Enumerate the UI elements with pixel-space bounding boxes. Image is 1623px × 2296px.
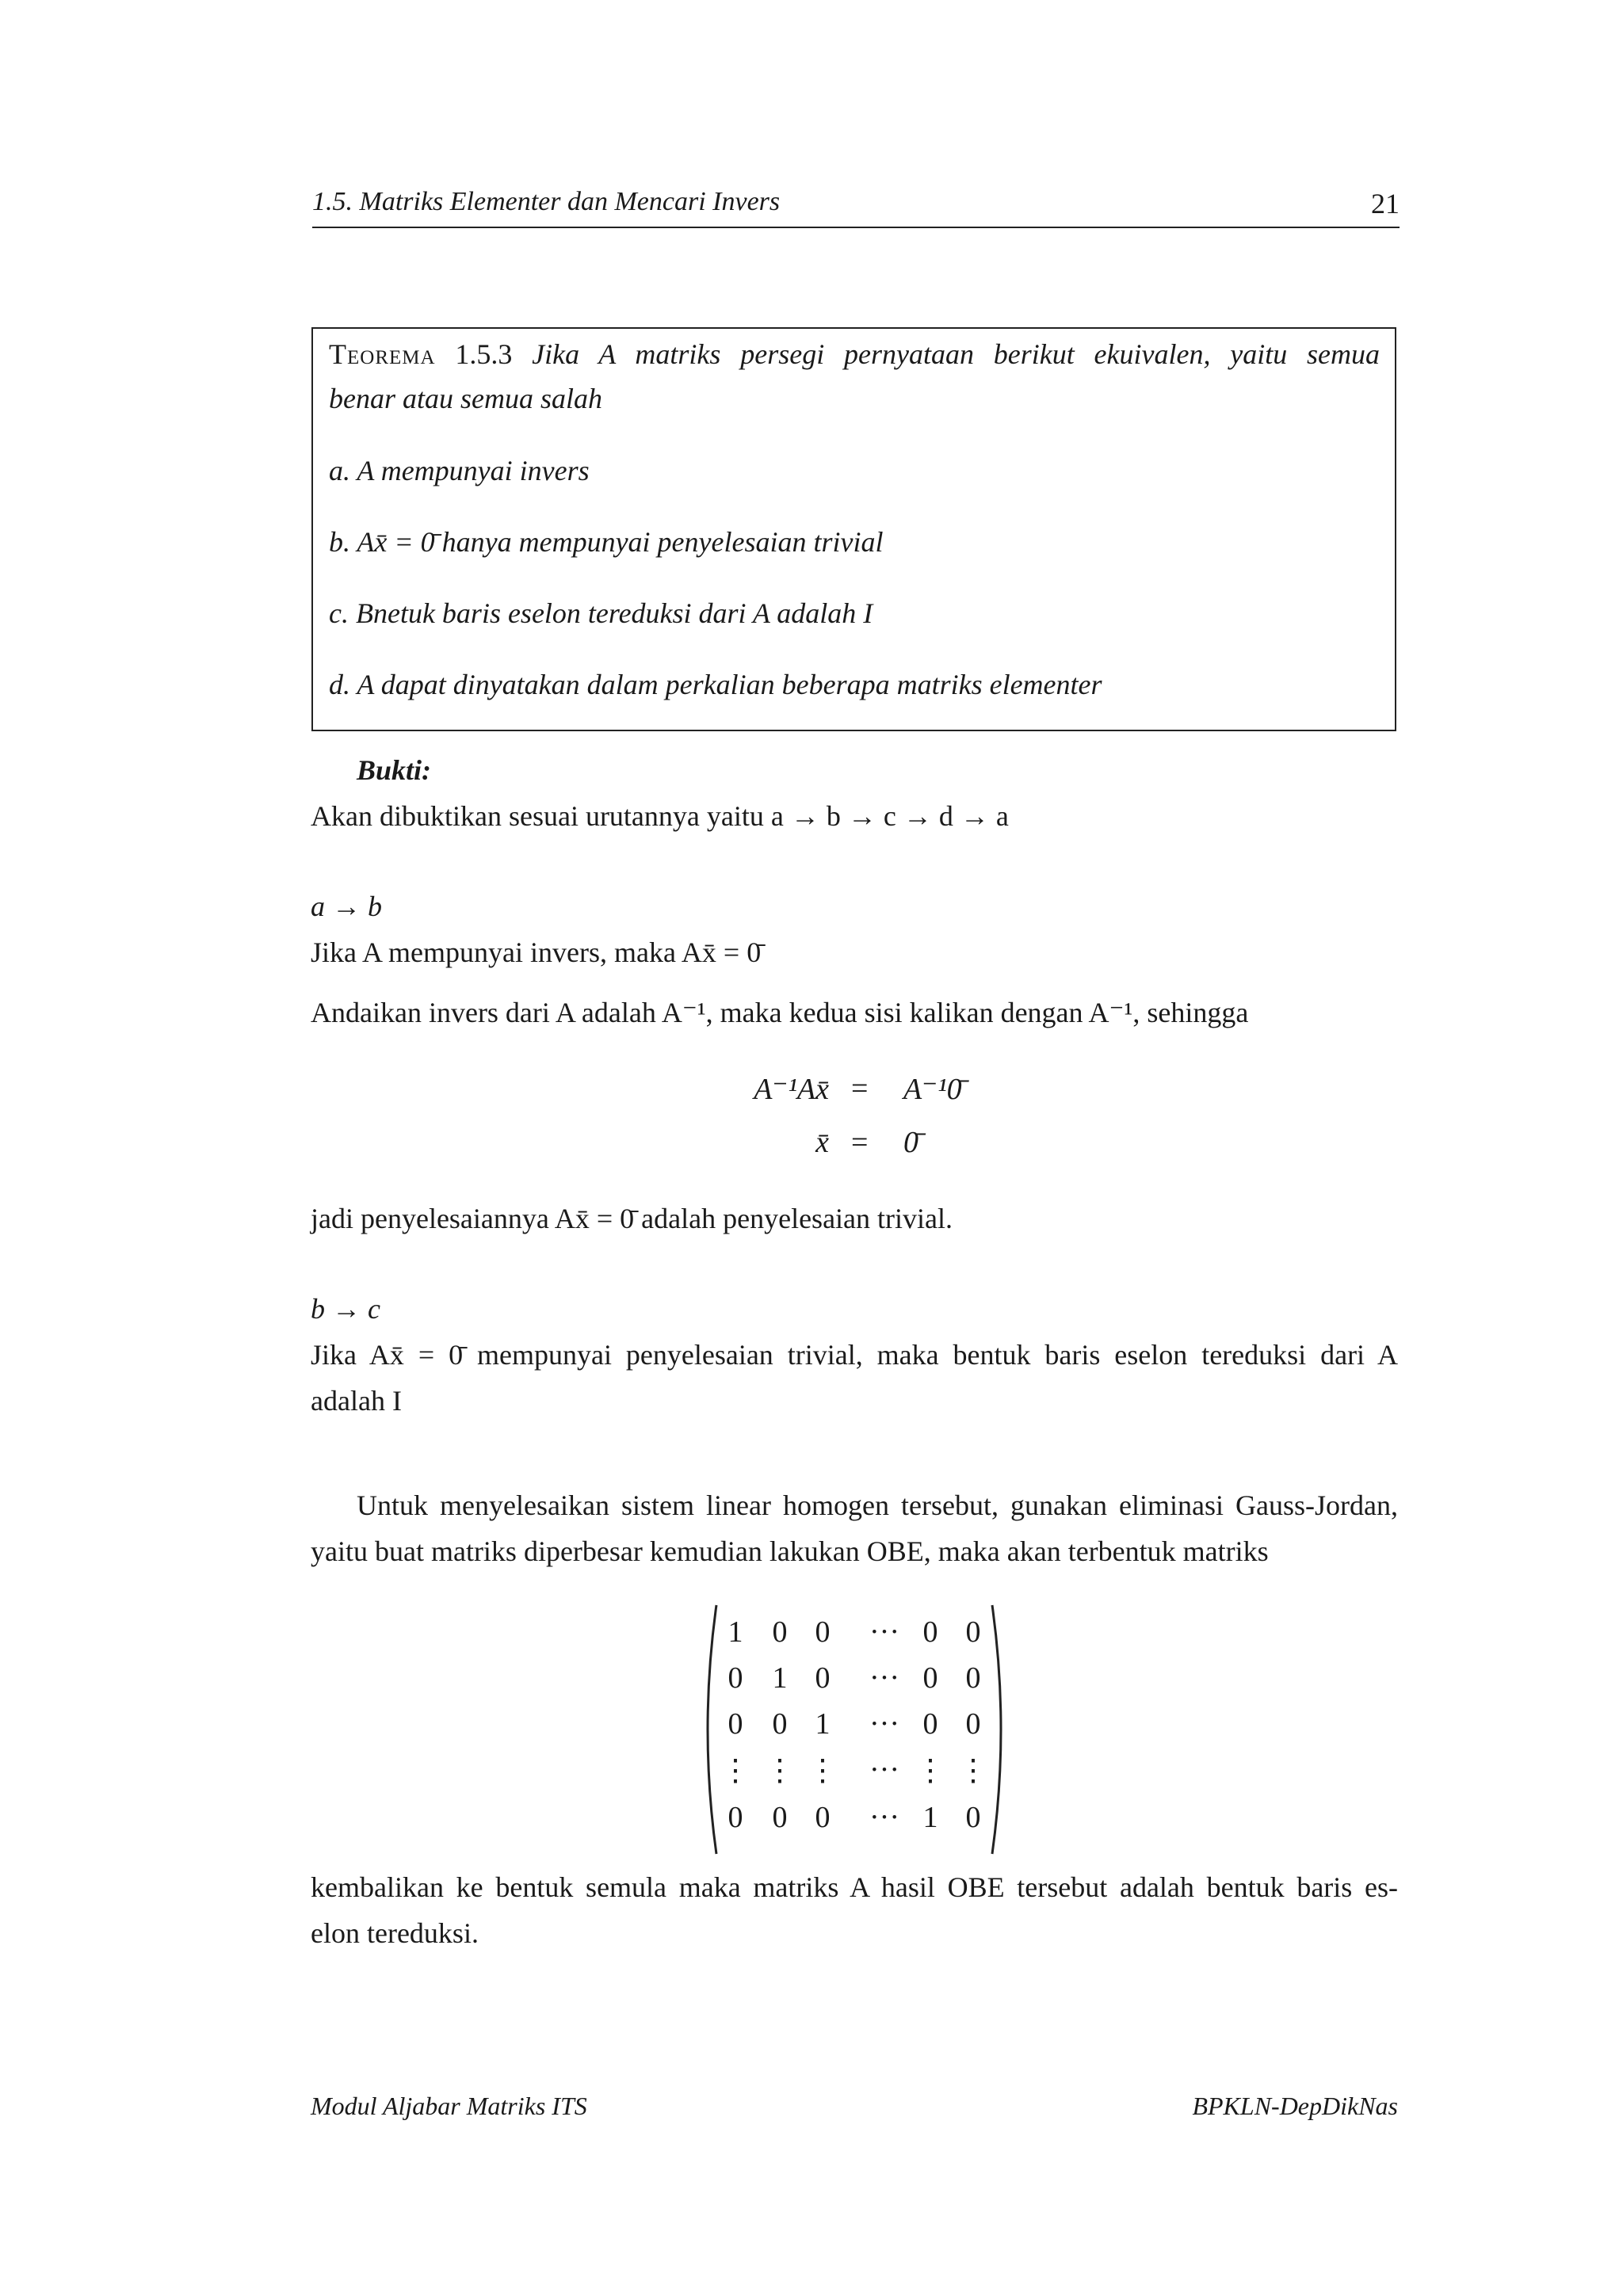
proof-title: Bukti: xyxy=(357,754,432,786)
theorem-number: 1.5.3 xyxy=(455,338,513,370)
theorem-text-line2: benar atau semua salah xyxy=(329,383,602,414)
matrix-cell: 0 xyxy=(922,1707,938,1741)
matrix-cell: 0 xyxy=(965,1707,981,1741)
matrix-cell: 0 xyxy=(965,1615,981,1649)
para2-line1: kembalikan ke bentuk semula maka matriks A hasil OBE tersebut adalah bentuk baris es- xyxy=(311,1871,1398,1903)
footer-right: BPKLN-DepDikNas xyxy=(1192,2092,1398,2120)
matrix-cell: 1 xyxy=(922,1801,938,1834)
eq2-lhs: x̄ xyxy=(815,1126,829,1159)
matrix-cell: 0 xyxy=(815,1615,831,1649)
para1-line2: yaitu buat matriks diperbesar kemudian lakukan OBE, maka akan terbentuk matriks xyxy=(311,1535,1269,1567)
matrix-cell: 1 xyxy=(815,1707,831,1741)
theorem-box xyxy=(311,327,1396,731)
matrix-cell: ··· xyxy=(869,1707,899,1741)
theorem-item-a: a. A mempunyai invers xyxy=(329,455,590,486)
part2-heading: b → c xyxy=(311,1293,380,1325)
matrix-cell: ⋮ xyxy=(958,1754,988,1787)
page-header xyxy=(312,187,1400,228)
matrix-cell: 0 xyxy=(772,1707,788,1741)
eq1-rhs: A⁻¹0̄ xyxy=(903,1073,962,1106)
section-title: 1.5. Matriks Elementer dan Mencari Invers xyxy=(312,187,781,216)
matrix-cell: 0 xyxy=(965,1661,981,1695)
proof-intro: Akan dibuktikan sesuai urutannya yaitu a → b → c → d → a xyxy=(311,800,1009,832)
matrix-cell: 0 xyxy=(815,1661,831,1695)
part1-heading: a → b xyxy=(311,891,382,922)
matrix-cell: ⋮ xyxy=(915,1754,945,1787)
para1-line1: Untuk menyelesaikan sistem linear homogen tersebut, gunakan eliminasi Gauss-Jordan, xyxy=(357,1489,1398,1521)
theorem-item-b: b. Ax̄ = 0̄ hanya mempunyai penyelesaian trivial xyxy=(329,526,884,558)
eq1-op: = xyxy=(851,1072,869,1105)
matrix-cell: 0 xyxy=(727,1801,743,1834)
part2-line2: adalah I xyxy=(311,1385,402,1417)
matrix-cell: 0 xyxy=(772,1801,788,1834)
theorem-statement xyxy=(329,337,1380,372)
matrix-cell: ··· xyxy=(869,1615,899,1649)
footer-left: Modul Aljabar Matriks ITS xyxy=(311,2092,587,2120)
matrix-cell: 1 xyxy=(727,1615,743,1649)
theorem-item-d: d. A dapat dinyatakan dalam perkalian beberapa matriks elementer xyxy=(329,669,1102,700)
part1-line2: Andaikan invers dari A adalah A⁻¹, maka kedua sisi kalikan dengan A⁻¹, sehingga xyxy=(311,997,1249,1028)
theorem-text: Jika A matriks persegi pernyataan berikut ekuivalen, yaitu semua xyxy=(532,338,1381,370)
eq2-op: = xyxy=(851,1126,869,1159)
theorem-label: Teorema xyxy=(329,338,436,370)
part1-conclusion: jadi penyelesaiannya Ax̄ = 0̄ adalah penyelesaian trivial. xyxy=(311,1203,953,1234)
matrix xyxy=(696,1602,1013,1857)
matrix-cell: 0 xyxy=(922,1661,938,1695)
matrix-cell: 0 xyxy=(965,1801,981,1834)
matrix-cell: 1 xyxy=(772,1661,788,1695)
matrix-cell: 0 xyxy=(922,1615,938,1649)
eq1-lhs: A⁻¹Ax̄ xyxy=(754,1073,829,1106)
matrix-cell: ⋮ xyxy=(720,1754,750,1787)
matrix-cell: 0 xyxy=(772,1615,788,1649)
matrix-cell: 0 xyxy=(727,1661,743,1695)
part2-line1: Jika Ax̄ = 0̄ mempunyai penyelesaian trivial, maka bentuk baris eselon tereduksi dari A xyxy=(311,1339,1398,1371)
para2-line2: elon tereduksi. xyxy=(311,1917,479,1949)
eq2-rhs: 0̄ xyxy=(903,1126,918,1159)
matrix-cell: ··· xyxy=(869,1801,899,1834)
matrix-cell: ··· xyxy=(869,1661,899,1695)
page-number: 21 xyxy=(1371,188,1400,219)
matrix-cell: ⋮ xyxy=(808,1754,838,1787)
matrix-cell: 0 xyxy=(727,1707,743,1741)
matrix-cell: ··· xyxy=(869,1753,899,1787)
matrix-cell: 0 xyxy=(815,1801,831,1834)
part1-line1: Jika A mempunyai invers, maka Ax̄ = 0̄ xyxy=(311,936,762,968)
theorem-item-c: c. Bnetuk baris eselon tereduksi dari A adalah I xyxy=(329,597,873,629)
matrix-cell: ⋮ xyxy=(765,1754,795,1787)
